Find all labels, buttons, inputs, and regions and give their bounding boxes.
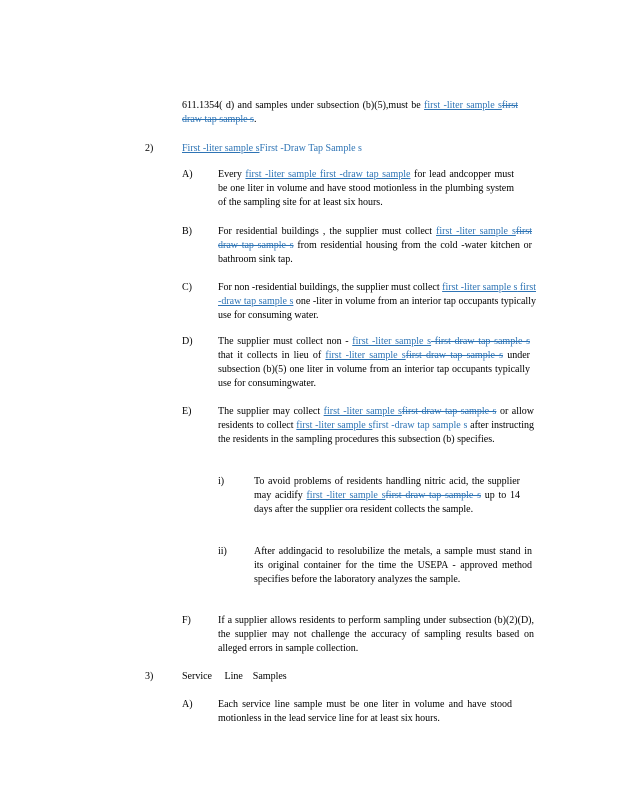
item-label-2F: F): [182, 615, 191, 626]
paragraph-2Ei: To avoid problems of residents handling nitric acid, the supplier may acidify first -liter sample sfirst draw tap sample s up to 14 days after the supplier ora resident collects the sample.: [254, 476, 520, 515]
section-2-number: 2): [145, 143, 154, 154]
deleted-text: first draw tap sample s: [218, 226, 532, 251]
item-label-2B: B): [182, 226, 192, 237]
item-label-2E: E): [182, 406, 192, 417]
paragraph-2A: Every first -liter sample first -draw tap sample for lead andcopper must be one liter in volume and have stood motionless in the plumbing system of the sampling site for at least six hours.: [218, 169, 514, 208]
inserted-text: first -liter sample s: [436, 226, 516, 237]
deleted-text: first draw tap sample s: [182, 100, 519, 125]
inserted-text: first -draw tap sample s: [372, 420, 468, 431]
section-2-heading: [182, 142, 522, 156]
inserted-text: first -liter sample s: [323, 406, 402, 417]
subitem-label-2Eii: ii): [218, 546, 227, 557]
heading-text: First -Draw Tap Sample s: [259, 143, 362, 154]
inserted-text: first -liter sample: [245, 169, 320, 180]
deleted-text: first draw tap sample s: [405, 350, 504, 361]
inserted-text: first -draw tap sample s: [218, 282, 537, 307]
section-3-heading: Service Line Samples: [182, 671, 287, 682]
inserted-text: First -liter sample s: [182, 143, 260, 154]
inserted-text: first -draw tap sample: [319, 169, 411, 180]
paragraph-3A: Each service line sample must be one liter in volume and have stood motionless in the lead service line for at least six hours.: [218, 699, 512, 724]
paragraph-2D: The supplier must collect non - first -liter sample s first draw tap sample s that it collects in lieu of first -liter sample sfirst draw tap sample s under subsection (b)(5) one liter in volume from an interior tap occupants typically use for consumingwater.: [218, 336, 530, 389]
paragraph-2E: The supplier may collect first -liter sample sfirst draw tap sample s or allow residents to collect first -liter sample sfirst -draw tap sample s after instructing the residents in the sampling procedures this subsection (b) specifies.: [218, 406, 534, 445]
inserted-text: first -liter sample s: [306, 490, 386, 501]
inserted-text: first -liter sample s: [442, 282, 518, 293]
item-label-2A: A): [182, 169, 193, 180]
inserted-text: first -liter sample s: [296, 420, 373, 431]
deleted-text: first draw tap sample s: [431, 336, 530, 347]
deleted-text: first draw tap sample s: [401, 406, 497, 417]
deleted-text: first draw tap sample s: [385, 490, 481, 501]
subitem-label-2Ei: i): [218, 476, 225, 487]
inserted-text: first -liter sample s: [424, 100, 502, 111]
section-3-number: 3): [145, 671, 154, 682]
paragraph-2F: If a supplier allows residents to perform sampling under subsection (b)(2)(D), the supplier may not challenge the accuracy of sampling results based on alleged errors in sample collection.: [218, 615, 534, 654]
inserted-text: first -liter sample s: [352, 336, 432, 347]
inserted-text: first -liter sample s: [325, 350, 406, 361]
intro-text: 611.1354( d) and samples under subsection (b)(5),must be: [182, 100, 425, 111]
paragraph-2Eii: After addingacid to resolubilize the metals, a sample must stand in its original container for the time the USEPA - approved method specifies before the laboratory analyzes the sample.: [254, 546, 532, 585]
paragraph-2B: For residential buildings , the supplier must collect first -liter sample sfirst draw tap sample s from residential housing from the cold -water kitchen or bathroom sink tap.: [218, 226, 532, 265]
item-label-2C: C): [182, 282, 192, 293]
intro-paragraph: 611.1354( d) and samples under subsection (b)(5),must be first -liter sample sfirst draw tap sample s.: [182, 100, 519, 125]
item-label-2D: D): [182, 336, 193, 347]
paragraph-2C: For non -residential buildings, the supplier must collect first -liter sample s first -draw tap sample s one -liter in volume from an interior tap occupants typically use for consuming water.: [218, 282, 537, 321]
item-label-3A: A): [182, 699, 193, 710]
